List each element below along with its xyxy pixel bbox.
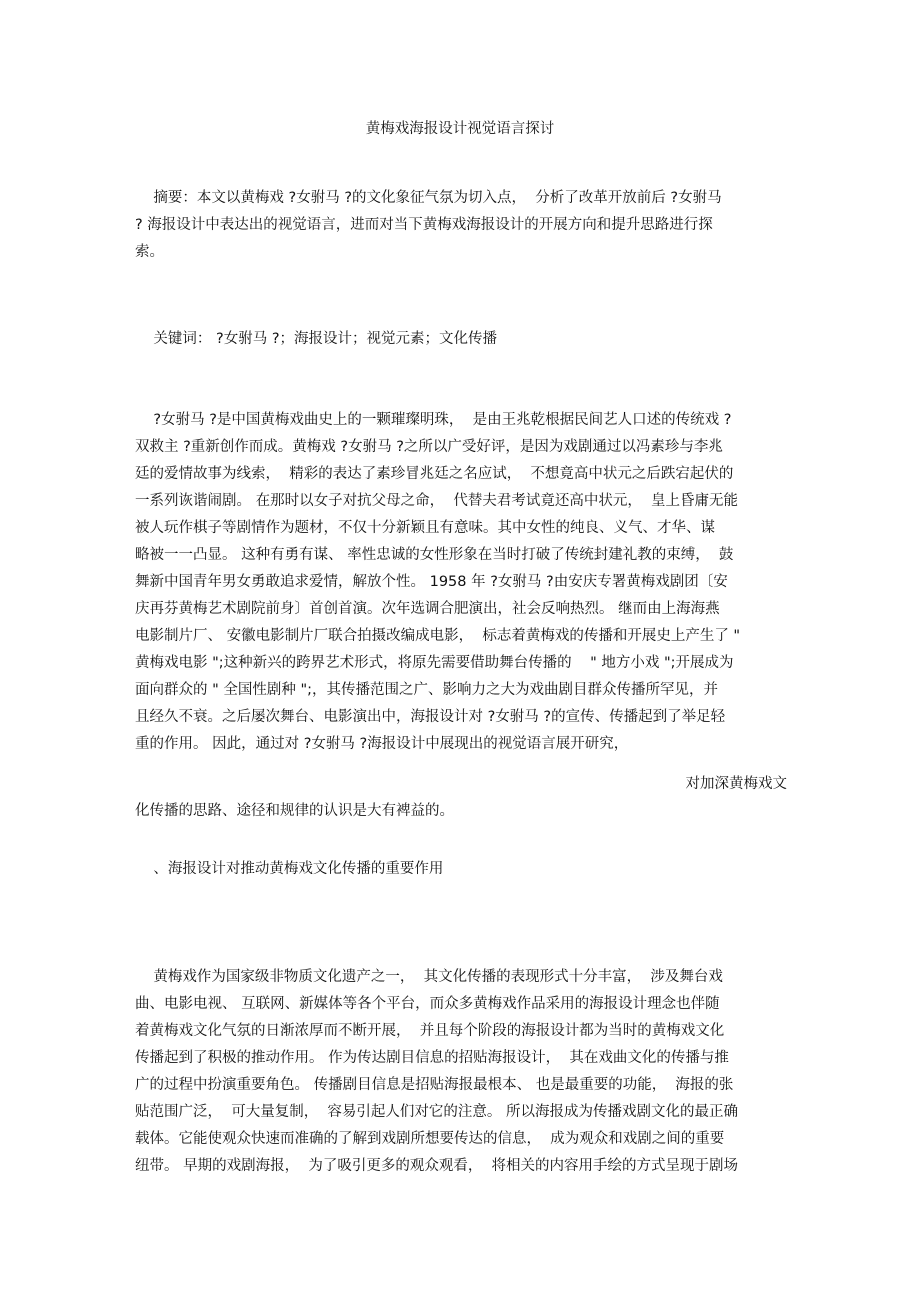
paragraph-line: 黄梅戏作为国家级非物质文化遗产之一， 其文化传播的表现形式十分丰富， 涉及舞台戏 <box>135 969 723 985</box>
paragraph-line: 面向群众的 " 全国性剧种 ";，其传播范围之广、影响力之大为戏曲剧目群众传播所罕见，并 <box>135 682 719 698</box>
paragraph-line: 电影制片厂、 安徽电影制片厂联合拍摄改编成电影， 标志着黄梅戏的传播和开展史上产生了 " <box>135 628 741 644</box>
paragraph-line: 廷的爱情故事为线索， 精彩的表达了素珍冒兆廷之名应试， 不想竟高中状元之后跌宕起伏的 <box>135 466 734 482</box>
keywords-line: 关键词： ?女驸马 ?；海报设计；视觉元素；文化传播 <box>135 331 498 347</box>
paragraph-line: 黄梅戏电影 ";这种新兴的跨界艺术形式，将原先需要借助舞台传播的 " 地方小戏 ";开展成为 <box>135 655 734 671</box>
paragraph-line: 纽带。 早期的戏剧海报， 为了吸引更多的观众观看， 将相关的内容用手绘的方式呈现于剧场 <box>135 1158 739 1174</box>
abstract-line: 索。 <box>135 244 164 260</box>
paragraph-line: 略被一一凸显。 这种有勇有谋、 率性忠诚的女性形象在当时打破了传统封建礼教的束缚， 鼓 <box>135 547 734 563</box>
paragraph-line: 传播起到了积极的推动作用。 作为传达剧目信息的招贴海报设计， 其在戏曲文化的传播与推 <box>135 1050 729 1066</box>
paragraph-line: 庆再芬黄梅艺术剧院前身〕首创首演。次年选调合肥演出，社会反响热烈。 继而由上海海燕 <box>135 601 720 617</box>
document-title: 黄梅戏海报设计视觉语言探讨 <box>365 121 555 137</box>
paragraph-line: 曲、电影电视、 互联网、新媒体等各个平台，而众多黄梅戏作品采用的海报设计理念也伴随 <box>135 996 720 1012</box>
paragraph-line: 重的作用。 因此，通过对 ?女驸马 ?海报设计中展现出的视觉语言展开研究， <box>135 736 629 752</box>
paragraph-line: 载体。它能使观众快速而准确的了解到戏剧所想要传达的信息， 成为观众和戏剧之间的重要 <box>135 1131 725 1147</box>
paragraph-line: 被人玩作棋子等剧情作为题材，不仅十分新颖且有意味。其中女性的纯良、义气、才华、谋 <box>135 520 715 536</box>
paragraph-line: 贴范围广泛， 可大量复制， 容易引起人们对它的注意。 所以海报成为传播戏剧文化的最正确 <box>135 1104 739 1120</box>
paragraph-line: 广的过程中扮演重要角色。 传播剧目信息是招贴海报最根本、 也是最重要的功能， 海报的张 <box>135 1077 734 1093</box>
abstract-line: ? 海报设计中表达出的视觉语言，进而对当下黄梅戏海报设计的开展方向和提升思路进行探 <box>135 217 713 233</box>
paragraph-line: 着黄梅戏文化气氛的日渐浓厚而不断开展， 并且每个阶段的海报设计都为当时的黄梅戏文化 <box>135 1023 725 1039</box>
paragraph-line: 双救主 ?重新创作而成。黄梅戏 ?女驸马 ?之所以广受好评，是因为戏剧通过以冯素珍与李兆 <box>135 439 723 455</box>
paragraph-line: 一系列诙谐闹剧。 在那时以女子对抗父母之命， 代替夫君考试竟还高中状元， 皇上昏庸无能 <box>135 493 739 509</box>
paragraph-line: 且经久不衰。之后屡次舞台、电影演出中，海报设计对 ?女驸马 ?的宣传、传播起到了举足轻 <box>135 709 726 725</box>
paragraph-line: 化传播的思路、途径和规律的认识是大有裨益的。 <box>135 803 454 819</box>
abstract-line: 摘要：本文以黄梅戏 ?女驸马 ?的文化象征气氛为切入点， 分析了改革开放前后 ?女驸马 <box>135 190 722 206</box>
paragraph-line: ?女驸马 ?是中国黄梅戏曲史上的一颗璀璨明珠， 是由王兆乾根据民间艺人口述的传统戏 ? <box>135 412 732 428</box>
paragraph-line: 舞新中国青年男女勇敢追求爱情，解放个性。 1958 年 ?女驸马 ?由安庆专署黄梅戏剧团〔安 <box>135 574 728 590</box>
section-heading: 、海报设计对推动黄梅戏文化传播的重要作用 <box>135 861 444 877</box>
paragraph-line: 对加深黄梅戏文 <box>685 776 787 792</box>
